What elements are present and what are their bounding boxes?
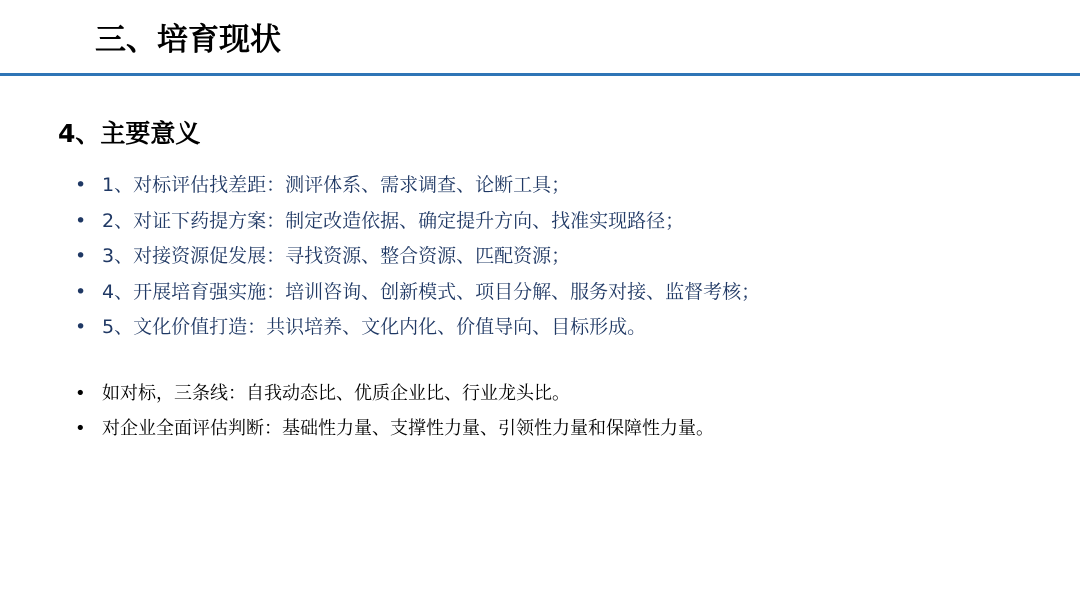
list-item-text: 1、对标评估找差距：测评体系、需求调查、论断工具； — [102, 174, 571, 196]
bullet-icon: • — [75, 174, 87, 196]
note-item-text: 对企业全面评估判断：基础性力量、支撑性力量、引领性力量和保障性力量。 — [102, 418, 714, 439]
bullet-icon: • — [75, 245, 87, 267]
list-item — [75, 168, 760, 204]
bullet-icon: • — [75, 418, 86, 439]
slide-title: 三、培育现状 — [95, 22, 281, 58]
section-heading: 4、主要意义 — [58, 119, 201, 148]
note-item-text: 如对标，三条线：自我动态比、优质企业比、行业龙头比。 — [102, 383, 570, 404]
bullet-icon: • — [75, 280, 87, 303]
list-item-text: 5、文化价值打造：共识培养、文化内化、价值导向、目标形成。 — [102, 316, 647, 338]
list-item — [75, 204, 760, 240]
note-item — [75, 376, 714, 411]
note-item — [75, 411, 714, 446]
list-item — [75, 239, 760, 275]
list-item-text: 3、对接资源促发展：寻找资源、整合资源、匹配资源； — [102, 245, 571, 267]
list-item-text: 4、开展培育强实施：培训咨询、创新模式、项目分解、服务对接、监督考核； — [102, 280, 761, 303]
list-item-text: 2、对证下药提方案：制定改造依据、确定提升方向、找准实现路径； — [102, 209, 685, 232]
note-list — [75, 376, 714, 446]
bullet-icon: • — [75, 316, 87, 338]
meaning-list — [75, 168, 760, 346]
bullet-icon: • — [75, 383, 86, 404]
bullet-icon: • — [75, 209, 87, 232]
list-item — [75, 310, 760, 346]
list-item — [75, 275, 760, 311]
title-divider — [0, 73, 1080, 76]
